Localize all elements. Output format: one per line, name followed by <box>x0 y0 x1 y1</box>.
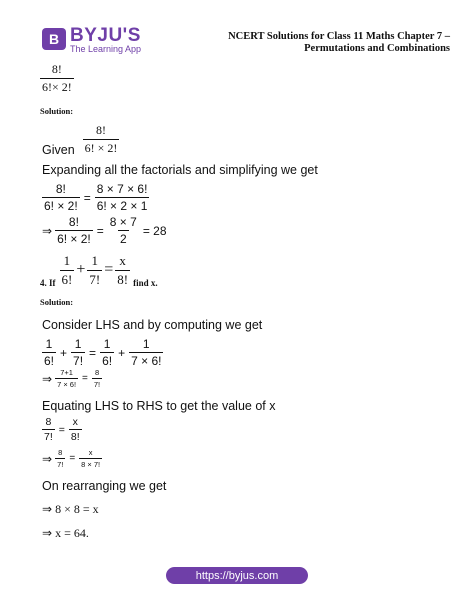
consider-text: Consider LHS and by computing we get <box>42 318 263 332</box>
fraction-numerator: 8 <box>94 368 100 377</box>
equating-equation-2 <box>42 448 102 469</box>
fraction-numerator: 8 <box>58 448 63 457</box>
fraction-denominator: 6! × 2! <box>44 199 78 213</box>
fraction-numerator: x <box>119 252 126 268</box>
implies-arrow: ⇒ <box>42 451 53 466</box>
implies-arrow: ⇒ <box>42 502 53 516</box>
fraction-denominator: 8! <box>117 271 129 287</box>
plus-sign: + <box>76 261 86 278</box>
document-title <box>210 31 450 55</box>
fraction-numerator: 8! <box>51 62 62 76</box>
fraction-denominator: 6! × 2 × 1 <box>96 199 148 213</box>
fraction-denominator: 6! <box>102 354 113 368</box>
fraction-denominator: 7 × 6! <box>57 380 77 389</box>
fraction-numerator: 8! <box>68 215 79 229</box>
fraction-denominator: 7! <box>73 354 84 368</box>
plus-sign: + <box>60 345 68 360</box>
byjus-logo-mark: B <box>42 28 66 50</box>
implies-arrow: ⇒ <box>42 371 53 386</box>
equation-expression: 8 × 8 = x <box>55 502 99 516</box>
fraction-numerator: 1 <box>91 252 99 268</box>
given-label: Given <box>42 143 75 157</box>
fraction-numerator: x <box>72 416 78 428</box>
fraction-numerator: 1 <box>74 337 82 351</box>
brand-name: BYJU'S <box>70 25 141 46</box>
final-equation-2 <box>42 526 89 541</box>
solution-label: Solution: <box>40 106 74 116</box>
equating-text: Equating LHS to RHS to get the value of x <box>42 399 276 413</box>
fraction-denominator: 6! × 2! <box>57 232 91 246</box>
brand-tagline: The Learning App <box>70 44 142 54</box>
footer-url-link[interactable]: https://byjus.com <box>166 567 308 584</box>
expansion-equation-2 <box>42 215 171 246</box>
fraction-denominator: 6! <box>44 354 55 368</box>
expanding-text: Expanding all the factorials and simplifying we get <box>42 163 318 177</box>
equals-sign: = <box>96 223 104 238</box>
fraction-numerator: 8 <box>45 416 52 428</box>
equals-sign: = <box>104 261 114 278</box>
equals-sign: = <box>82 373 88 384</box>
fraction-denominator: 8 × 7! <box>81 460 101 469</box>
fraction-denominator: 7! <box>93 380 101 389</box>
fraction-denominator: 6! × 2! <box>84 140 118 155</box>
fraction-numerator: 1 <box>103 337 111 351</box>
document-title-line-1: NCERT Solutions for Class 11 Maths Chapter 7 – <box>228 31 450 42</box>
lhs-equation-1 <box>42 337 163 368</box>
equating-equation-1 <box>42 416 82 443</box>
fraction-numerator: 8! <box>55 182 66 196</box>
fraction-denominator: 7! <box>44 431 53 443</box>
fraction-numerator: 1 <box>45 337 53 351</box>
fraction-denominator: 7 × 6! <box>131 354 162 368</box>
fraction-numerator: 8 × 7 <box>109 215 137 229</box>
implies-arrow: ⇒ <box>42 526 53 540</box>
final-equation-1 <box>42 502 99 517</box>
fraction-numerator: x <box>88 448 93 457</box>
fraction-denominator: 2 <box>119 232 127 246</box>
document-title-line-2: Permutations and Combinations <box>304 43 450 54</box>
result: = 28 <box>142 223 167 238</box>
implies-arrow: ⇒ <box>42 223 53 238</box>
question-4 <box>40 252 158 288</box>
rearranging-text: On rearranging we get <box>42 479 167 493</box>
fraction-denominator: 7! <box>57 460 64 469</box>
plus-sign: + <box>118 345 126 360</box>
fraction-denominator: 6! <box>61 271 73 287</box>
question-4-suffix: find x. <box>133 278 158 288</box>
fraction-numerator: 1 <box>142 337 150 351</box>
equals-sign: = <box>89 345 97 360</box>
fraction-denominator: 8! <box>70 431 80 443</box>
expansion-equation-1 <box>42 182 149 213</box>
solution-label: Solution: <box>40 297 74 307</box>
fraction-denominator: 7! <box>89 271 101 287</box>
equals-sign: = <box>83 190 91 205</box>
fraction-numerator: 1 <box>63 252 71 268</box>
fraction-denominator: 6!× 2! <box>42 80 72 94</box>
equals-sign: = <box>58 423 65 436</box>
lhs-equation-2 <box>42 368 102 389</box>
fraction-numerator: 8 × 7 × 6! <box>96 182 148 196</box>
question-fraction <box>40 62 74 95</box>
given-line <box>42 121 119 157</box>
question-4-prefix: 4. If <box>40 278 56 288</box>
fraction-numerator: 7+1 <box>60 368 73 377</box>
fraction-numerator: 8! <box>96 122 107 137</box>
equals-sign: = <box>69 453 76 464</box>
equation-expression: x = 64. <box>55 526 89 540</box>
